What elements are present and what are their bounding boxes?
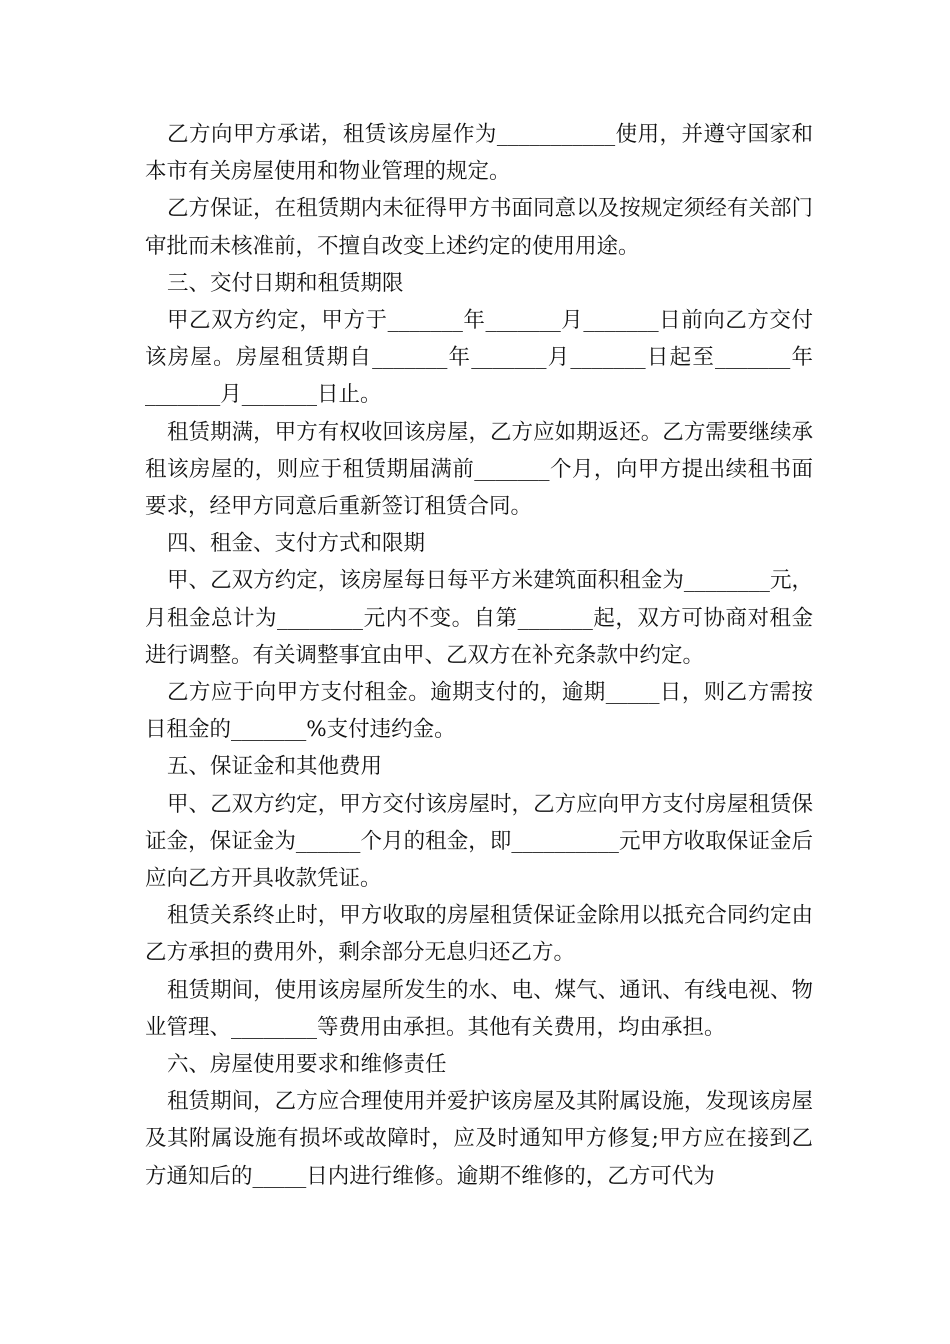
paragraph-other-fees: 租赁期间，使用该房屋所发生的水、电、煤气、通讯、有线电视、物业管理、________等费用由承担。其他有关费用，均由承担。 — [145, 977, 813, 1040]
paragraph-deposit-return: 租赁关系终止时，甲方收取的房屋租赁保证金除用以抵充合同约定由乙方承担的费用外，剩余部分无息归还乙方。 — [145, 903, 813, 966]
paragraph-lease-expiry: 租赁期满，甲方有权收回该房屋，乙方应如期返还。乙方需要继续承租该房屋的，则应于租赁期届满前_______个月，向甲方提出续租书面要求，经甲方同意后重新签订租赁合同。 — [145, 419, 813, 520]
section-heading-6: 六、房屋使用要求和维修责任 — [167, 1052, 447, 1078]
paragraph-rent-payment: 乙方应于向甲方支付租金。逾期支付的，逾期_____日，则乙方需按日租金的_______%支付违约金。 — [145, 680, 813, 743]
paragraph-rent-amount: 甲、乙双方约定，该房屋每日每平方米建筑面积租金为________元，月租金总计为________元内不变。自第_______起，双方可协商对租金进行调整。有关调整事宜由甲、乙双方在补充条款中约定。 — [145, 568, 813, 668]
paragraph-delivery-date: 甲乙双方约定，甲方于_______年_______月_______日前向乙方交付该房屋。房屋租赁期自_______年_______月_______日起至_______年_______月_______日止。 — [145, 308, 813, 408]
section-heading-4: 四、租金、支付方式和限期 — [167, 531, 426, 557]
document-body — [145, 116, 813, 1195]
section-heading-5: 五、保证金和其他费用 — [167, 754, 383, 780]
section-heading-3: 三、交付日期和租赁期限 — [167, 270, 404, 296]
paragraph-usage-promise: 乙方向甲方承诺，租赁该房屋作为___________使用，并遵守国家和本市有关房屋使用和物业管理的规定。 — [145, 122, 813, 185]
paragraph-deposit: 甲、乙双方约定，甲方交付该房屋时，乙方应向甲方支付房屋租赁保证金，保证金为______个月的租金，即__________元甲方收取保证金后应向乙方开具收款凭证。 — [145, 791, 813, 892]
paragraph-maintenance: 租赁期间，乙方应合理使用并爱护该房屋及其附属设施，发现该房屋及其附属设施有损坏或故障时，应及时通知甲方修复;甲方应在接到乙方通知后的_____日内进行维修。逾期不维修的，乙方可代为 — [145, 1089, 813, 1189]
paragraph-usage-guarantee: 乙方保证，在租赁期内未征得甲方书面同意以及按规定须经有关部门审批而未核准前，不擅自改变上述约定的使用用途。 — [145, 196, 813, 259]
